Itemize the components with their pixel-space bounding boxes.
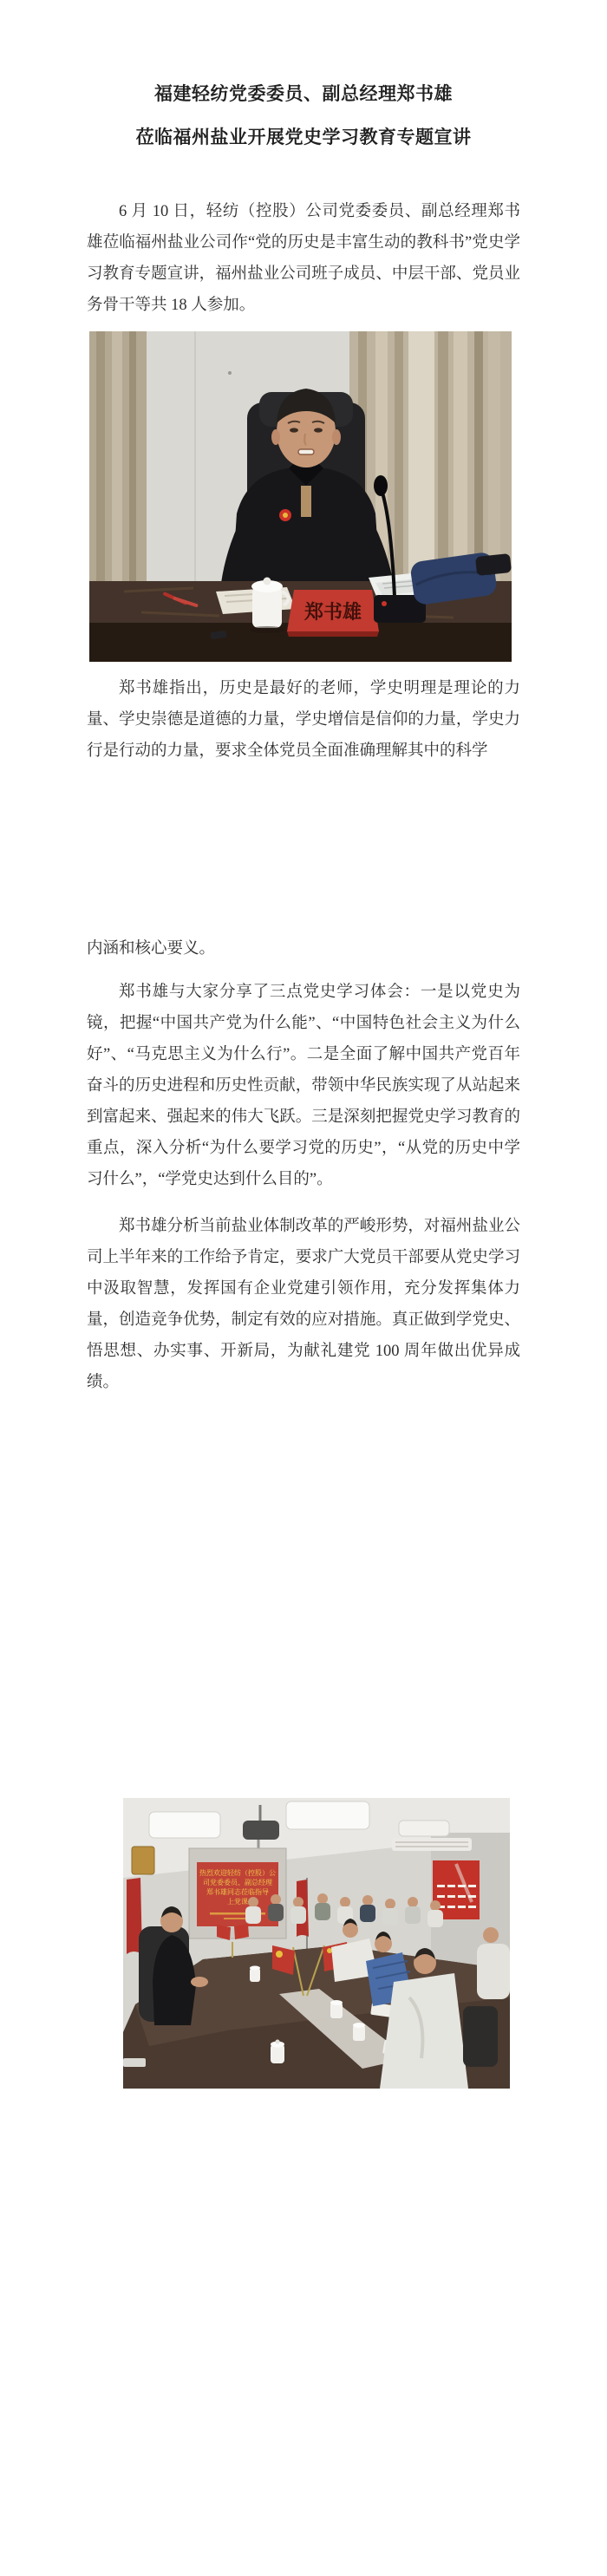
- paragraph-4: 郑书雄分析当前盐业体制改革的严峻形势，对福州盐业公司上半年来的工作给予肯定，要求广大党员干部要从党史学习中汲取智慧，发挥国有企业党建引领作用，充分发挥集体力量，创造竞争优势，制定有效的应对措施。真正做到学党史、悟思想、办实事、开新局，为献礼建党 100 周年做出优异成绩。: [87, 1218, 520, 1391]
- photo-speaker-desk-illustration: [89, 331, 512, 662]
- party-badge-center: [283, 513, 288, 518]
- slide-text-line4: 上党课: [227, 1898, 248, 1906]
- name-plate: [287, 590, 379, 637]
- wall-plaque: [132, 1847, 154, 1874]
- article-title-line1: 福建轻纺党委委员、副总经理郑书雄: [154, 84, 453, 104]
- eye-left: [290, 428, 298, 432]
- slide-text-line3: 郑书雄同志莅临指导: [206, 1888, 269, 1896]
- article-title-line2: 莅临福州盐业开展党史学习教育专题宣讲: [135, 127, 472, 147]
- paragraph-3: 郑书雄与大家分享了三点党史学习体会：一是以党史为镜，把握“中国共产党为什么能”、“中国特色社会主义为什么好”、“马克思主义为什么行”。二是全面了解中国共产党百年奋斗的历史进程和历史性贡献，带领中华民族实现了从站起来到富起来、强起来的伟大飞跃。三是深刻把握党史学习教育的重点，深入分析“为什么要学习党的历史”，“从党的历史中学习什么”，“学党史达到什么目的”。: [87, 984, 520, 1188]
- phone: [123, 2058, 146, 2067]
- wall-spot: [228, 371, 232, 375]
- eye-right: [314, 428, 323, 432]
- chair-dark: [463, 2006, 498, 2067]
- photo-speaker-desk: [89, 331, 512, 662]
- ear-right: [332, 429, 341, 445]
- article-title: [0, 73, 607, 160]
- ear-left: [271, 429, 280, 445]
- slide-text-line1: 热烈欢迎轻纺（控股）公: [199, 1869, 276, 1877]
- projection-screen: [189, 1840, 286, 1939]
- black-case: [475, 553, 512, 576]
- paragraph-1: 6 月 10 日，轻纺（控股）公司党委委员、副总经理郑书雄莅临福州盐业公司作“党的历史是丰富生动的教科书”党史学习教育专题宣讲，福州盐业公司班子成员、中层干部、党员业务骨干等共 18 人参加。: [87, 203, 520, 314]
- shirt-placket: [301, 486, 311, 517]
- paragraph-2a: 郑书雄指出，历史是最好的老师，学史明理是理论的力量、学史崇德是道德的力量，学史增信是信仰的力量，学史力行是行动的力量，要求全体党员全面准确理解其中的科学: [87, 680, 520, 760]
- ac-vent: [392, 1838, 472, 1851]
- name-plate-text: 郑书雄: [304, 601, 362, 623]
- slide-text-line2: 司党委委员、副总经理: [203, 1879, 272, 1886]
- photo-meeting-room-illustration: [123, 1798, 510, 2089]
- smile: [298, 449, 314, 454]
- paragraph-2b: 内涵和核心要义。: [87, 940, 216, 958]
- photo-meeting-room: [123, 1798, 510, 2089]
